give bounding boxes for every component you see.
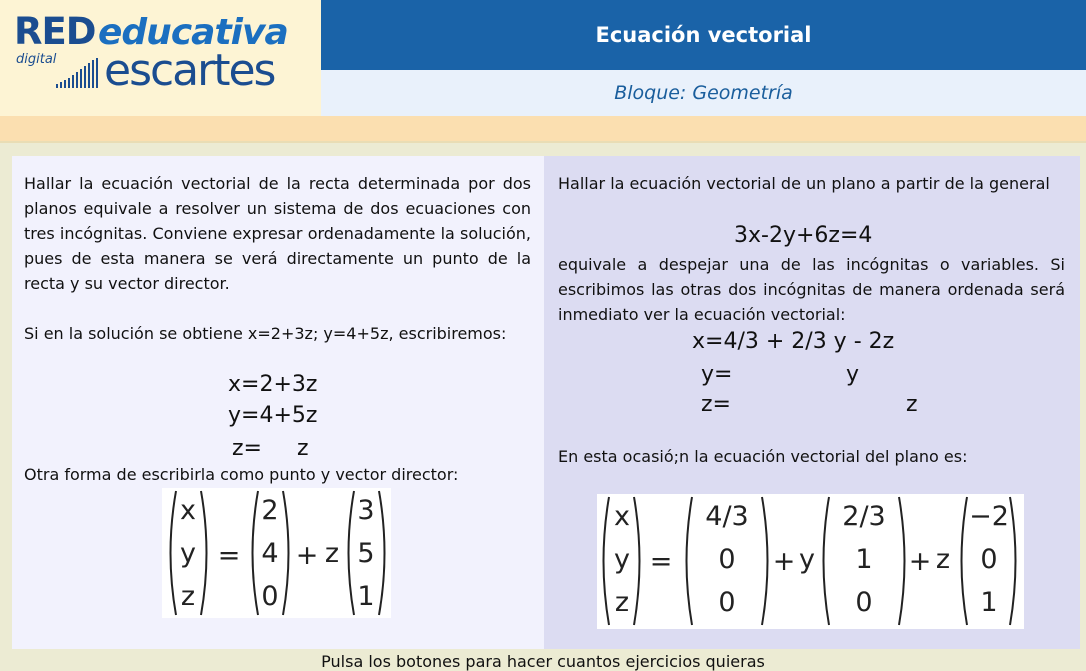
right-panel: [544, 156, 1080, 649]
left-point-value: 2: [261, 495, 279, 526]
right-var-y: y: [614, 544, 630, 575]
left-direction-value: 5: [357, 538, 375, 569]
right-point-value: 4/3: [705, 501, 749, 532]
right-var-z: z: [614, 587, 630, 618]
right-var-x: x: [614, 501, 630, 532]
left-equation-z: z= z: [232, 436, 309, 461]
left-equation-y: y=4+5z: [228, 403, 318, 428]
right-param-y: y: [799, 544, 815, 575]
left-direction-value: 3: [357, 495, 375, 526]
left-panel: [12, 156, 544, 649]
right-equation-z-label: z=: [701, 392, 731, 417]
logo-educativa-text: educativa: [98, 12, 288, 53]
logo-digital-text: digital: [16, 52, 57, 67]
right-matrix-equation: [597, 494, 1024, 629]
right-intro-text: Hallar la ecuación vectorial de un plano a partir de la general: [558, 174, 1050, 193]
right-vector2-value: −2: [969, 501, 1009, 532]
left-var-y: y: [180, 538, 196, 569]
right-equals-sign: =: [649, 546, 673, 577]
right-equation-x: x=4/3 + 2/3 y - 2z: [692, 329, 895, 354]
separator-line: [0, 141, 1086, 143]
left-equals-sign: =: [217, 540, 241, 571]
right-equation-y-term: y: [846, 362, 860, 387]
right-vector2-value: 0: [980, 544, 998, 575]
logo-red-text: RED: [14, 10, 96, 53]
right-vector1-value: 1: [855, 544, 873, 575]
left-equation-x: x=2+3z: [228, 372, 318, 397]
right-equation-y-label: y=: [701, 362, 733, 387]
logo: [0, 0, 321, 116]
block-subtitle: Bloque: Geometría: [321, 70, 1086, 116]
left-matrix-equation: [162, 488, 391, 618]
left-point-vector-text: Otra forma de escribirla como punto y vector director:: [24, 465, 459, 484]
left-intro-text: Hallar la ecuación vectorial de la recta determinada por dos planos equivale a resolver un sistema de dos ecuaciones con tres incógnitas. Conviene expresar ordenadamente la solución, pues de esta manera se verá directamente un punto de la recta y su vector director.: [24, 174, 531, 293]
left-var-z: z: [180, 581, 196, 612]
left-plus-sign: +: [295, 540, 319, 571]
right-vector1-value: 2/3: [842, 501, 886, 532]
logo-escartes-text: escartes: [104, 45, 275, 96]
right-point-value: 0: [718, 544, 736, 575]
page-title: Ecuación vectorial: [321, 0, 1086, 70]
left-point-value: 0: [261, 581, 279, 612]
left-point-value: 4: [261, 538, 279, 569]
left-direction-value: 1: [357, 581, 375, 612]
right-plus-sign: +: [772, 546, 796, 577]
logo-bars-icon: [56, 58, 104, 88]
right-param-z: z: [935, 544, 951, 575]
right-equation-z-term: z: [906, 392, 918, 417]
right-vector1-value: 0: [855, 587, 873, 618]
right-plus-sign-2: +: [908, 546, 932, 577]
left-param-z: z: [324, 538, 340, 569]
left-var-x: x: [180, 495, 196, 526]
right-point-value: 0: [718, 587, 736, 618]
right-general-equation: 3x-2y+6z=4: [734, 223, 873, 248]
right-result-text: En esta ocasió;n la ecuación vectorial del plano es:: [558, 447, 968, 466]
footer-instruction: Pulsa los botones para hacer cuantos ejercicios quieras: [321, 652, 765, 671]
right-explanation-text: equivale a despejar una de las incógnitas o variables. Si escribimos las otras dos incógnitas de manera ordenada será inmediato ver la ecuación vectorial:: [558, 255, 1065, 324]
left-solution-text: Si en la solución se obtiene x=2+3z; y=4+5z, escribiremos:: [24, 324, 507, 343]
right-vector2-value: 1: [980, 587, 998, 618]
header-divider: [0, 116, 1086, 141]
